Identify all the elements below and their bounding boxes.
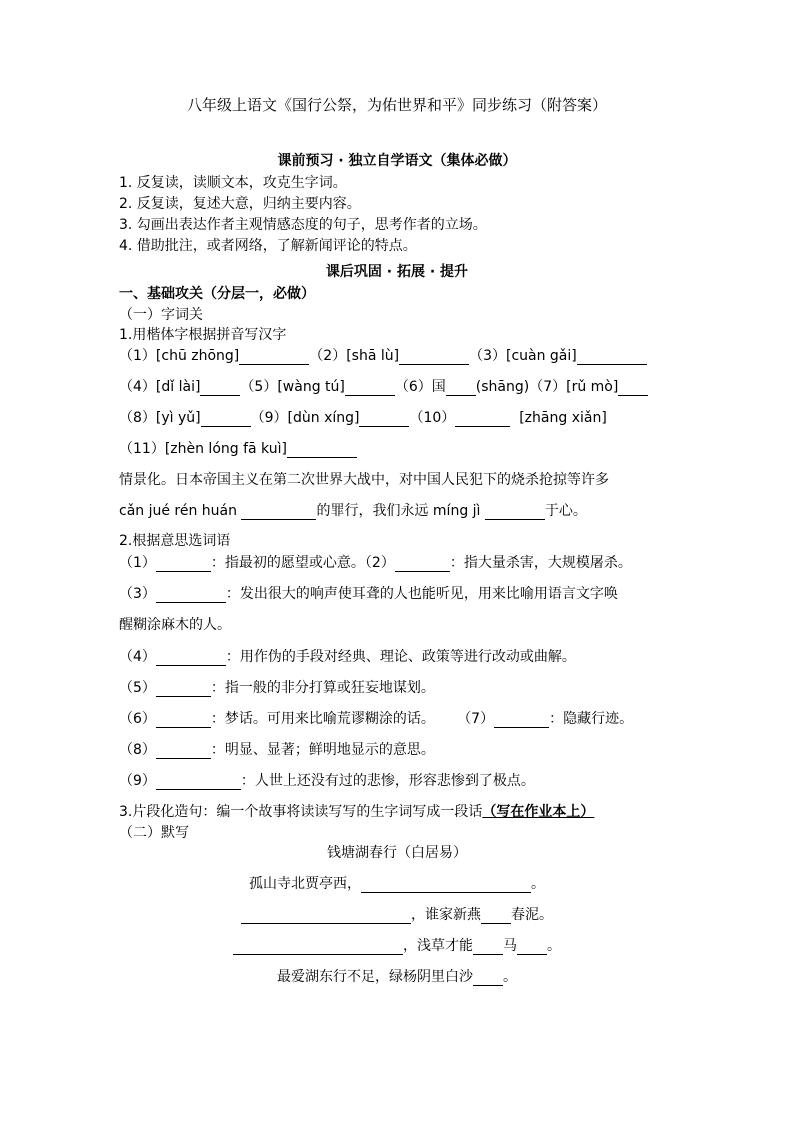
answer-blank[interactable] xyxy=(156,773,241,790)
preview-item: 3. 勾画出表达作者主观情感态度的句子，思考作者的立场。 xyxy=(119,217,487,233)
subsection-words: （一）字词关 xyxy=(119,307,203,323)
answer-blank[interactable] xyxy=(233,938,403,955)
answer-blank[interactable] xyxy=(481,907,511,924)
q2-line: （8） ：明显、显著；鲜明地显示的意思。 xyxy=(119,742,435,758)
document-title: 八年级上语文《国行公祭，为佑世界和平》同步练习（附答案） xyxy=(186,96,607,114)
answer-blank[interactable] xyxy=(200,379,240,396)
answer-blank[interactable] xyxy=(156,586,226,603)
q2-line: （4） ：用作伪的手段对经典、理论、政策等进行改动或曲解。 xyxy=(119,649,576,665)
q1-row-2: （4）[dǐ lài] （5）[wàng tú] （6）国 (shāng)（7）[rǔ mò] xyxy=(119,376,648,396)
answer-blank[interactable] xyxy=(395,555,450,572)
answer-blank[interactable] xyxy=(577,348,647,365)
answer-blank[interactable] xyxy=(241,907,411,924)
answer-blank[interactable] xyxy=(201,410,251,427)
poem-title: 钱塘湖春行（白居易） xyxy=(327,845,467,861)
q2-line: （5） ：指一般的非分打算或狂妄地谋划。 xyxy=(119,680,435,696)
answer-blank[interactable] xyxy=(455,410,510,427)
q2-line: （1） ：指最初的愿望或心意。（2） ：指大量杀害，大规模屠杀。 xyxy=(119,555,632,571)
preview-item: 4. 借助批注，或者网络，了解新闻评论的特点。 xyxy=(119,238,417,254)
preview-item: 1. 反复读，读顺文本，攻克生字词。 xyxy=(119,175,347,191)
answer-blank[interactable] xyxy=(473,969,503,986)
q1-context: 情景化。日本帝国主义在第二次世界大战中，对中国人民犯下的烧杀抢掠等许多 xyxy=(119,472,609,488)
q2-line: （9） ：人世上还没有过的悲惨，形容悲惨到了极点。 xyxy=(119,773,535,789)
q1-row-3: （8）[yì yǔ] （9）[dùn xíng] （10） [zhāng xiǎn] xyxy=(119,410,607,426)
answer-blank[interactable] xyxy=(618,379,648,396)
q1-row-4: （11）[zhèn lóng fā kuì] xyxy=(119,438,357,458)
answer-blank[interactable] xyxy=(473,938,503,955)
answer-blank[interactable] xyxy=(156,711,211,728)
poem-line: 孤山寺北贾亭西， 。 xyxy=(249,876,545,892)
answer-blank[interactable] xyxy=(517,938,547,955)
answer-blank[interactable] xyxy=(156,555,211,572)
answer-blank[interactable] xyxy=(359,410,409,427)
section-1-heading: 一、基础攻关（分层一，必做） xyxy=(119,286,315,302)
answer-blank[interactable] xyxy=(399,348,469,365)
answer-blank[interactable] xyxy=(156,649,226,666)
poem-line: ，浅草才能 马 。 xyxy=(0,935,794,955)
answer-blank[interactable] xyxy=(287,441,357,458)
answer-blank[interactable] xyxy=(345,379,395,396)
after-heading: 课后巩固 · 拓展 · 提升 xyxy=(325,264,469,280)
q2-line: （3） ：发出很大的响声使耳聋的人也能听见，用来比喻用语言文字唤 xyxy=(119,586,618,602)
answer-blank[interactable] xyxy=(241,503,316,520)
poem-line: ，谁家新燕 春泥。 xyxy=(0,904,794,924)
answer-blank[interactable] xyxy=(361,876,531,893)
q2-line: 醒糊涂麻木的人。 xyxy=(119,617,231,633)
q2-line: （6） ：梦话。可用来比喻荒谬糊涂的话。 （7） ：隐藏行迹。 xyxy=(119,711,634,727)
q1-context-blanks: cǎn jué rén huán 的罪行，我们永远 míng jì 于心。 xyxy=(119,503,587,519)
preview-heading: 课前预习 · 独立自学语文（集体必做） xyxy=(277,153,517,169)
answer-blank[interactable] xyxy=(446,379,476,396)
answer-blank[interactable] xyxy=(239,348,309,365)
subsection-dictation: （二）默写 xyxy=(119,825,189,841)
answer-blank[interactable] xyxy=(485,503,545,520)
preview-item: 2. 反复读，复述大意，归纳主要内容。 xyxy=(119,196,361,212)
poem-line: 最爱湖东行不足，绿杨阴里白沙 。 xyxy=(277,969,517,985)
q2-label: 2.根据意思选词语 xyxy=(119,533,231,549)
answer-blank[interactable] xyxy=(156,742,211,759)
answer-blank[interactable] xyxy=(494,711,549,728)
q1-row-1: （1）[chū zhōng] （2）[shā lù] （3）[cuàn gǎi] xyxy=(119,345,647,365)
answer-blank[interactable] xyxy=(156,680,211,697)
q1-label: 1.用楷体字根据拼音写汉字 xyxy=(119,327,287,343)
q3-line: 3.片段化造句：编一个故事将读读写写的生字词写成一段话（写在作业本上） xyxy=(119,804,595,820)
